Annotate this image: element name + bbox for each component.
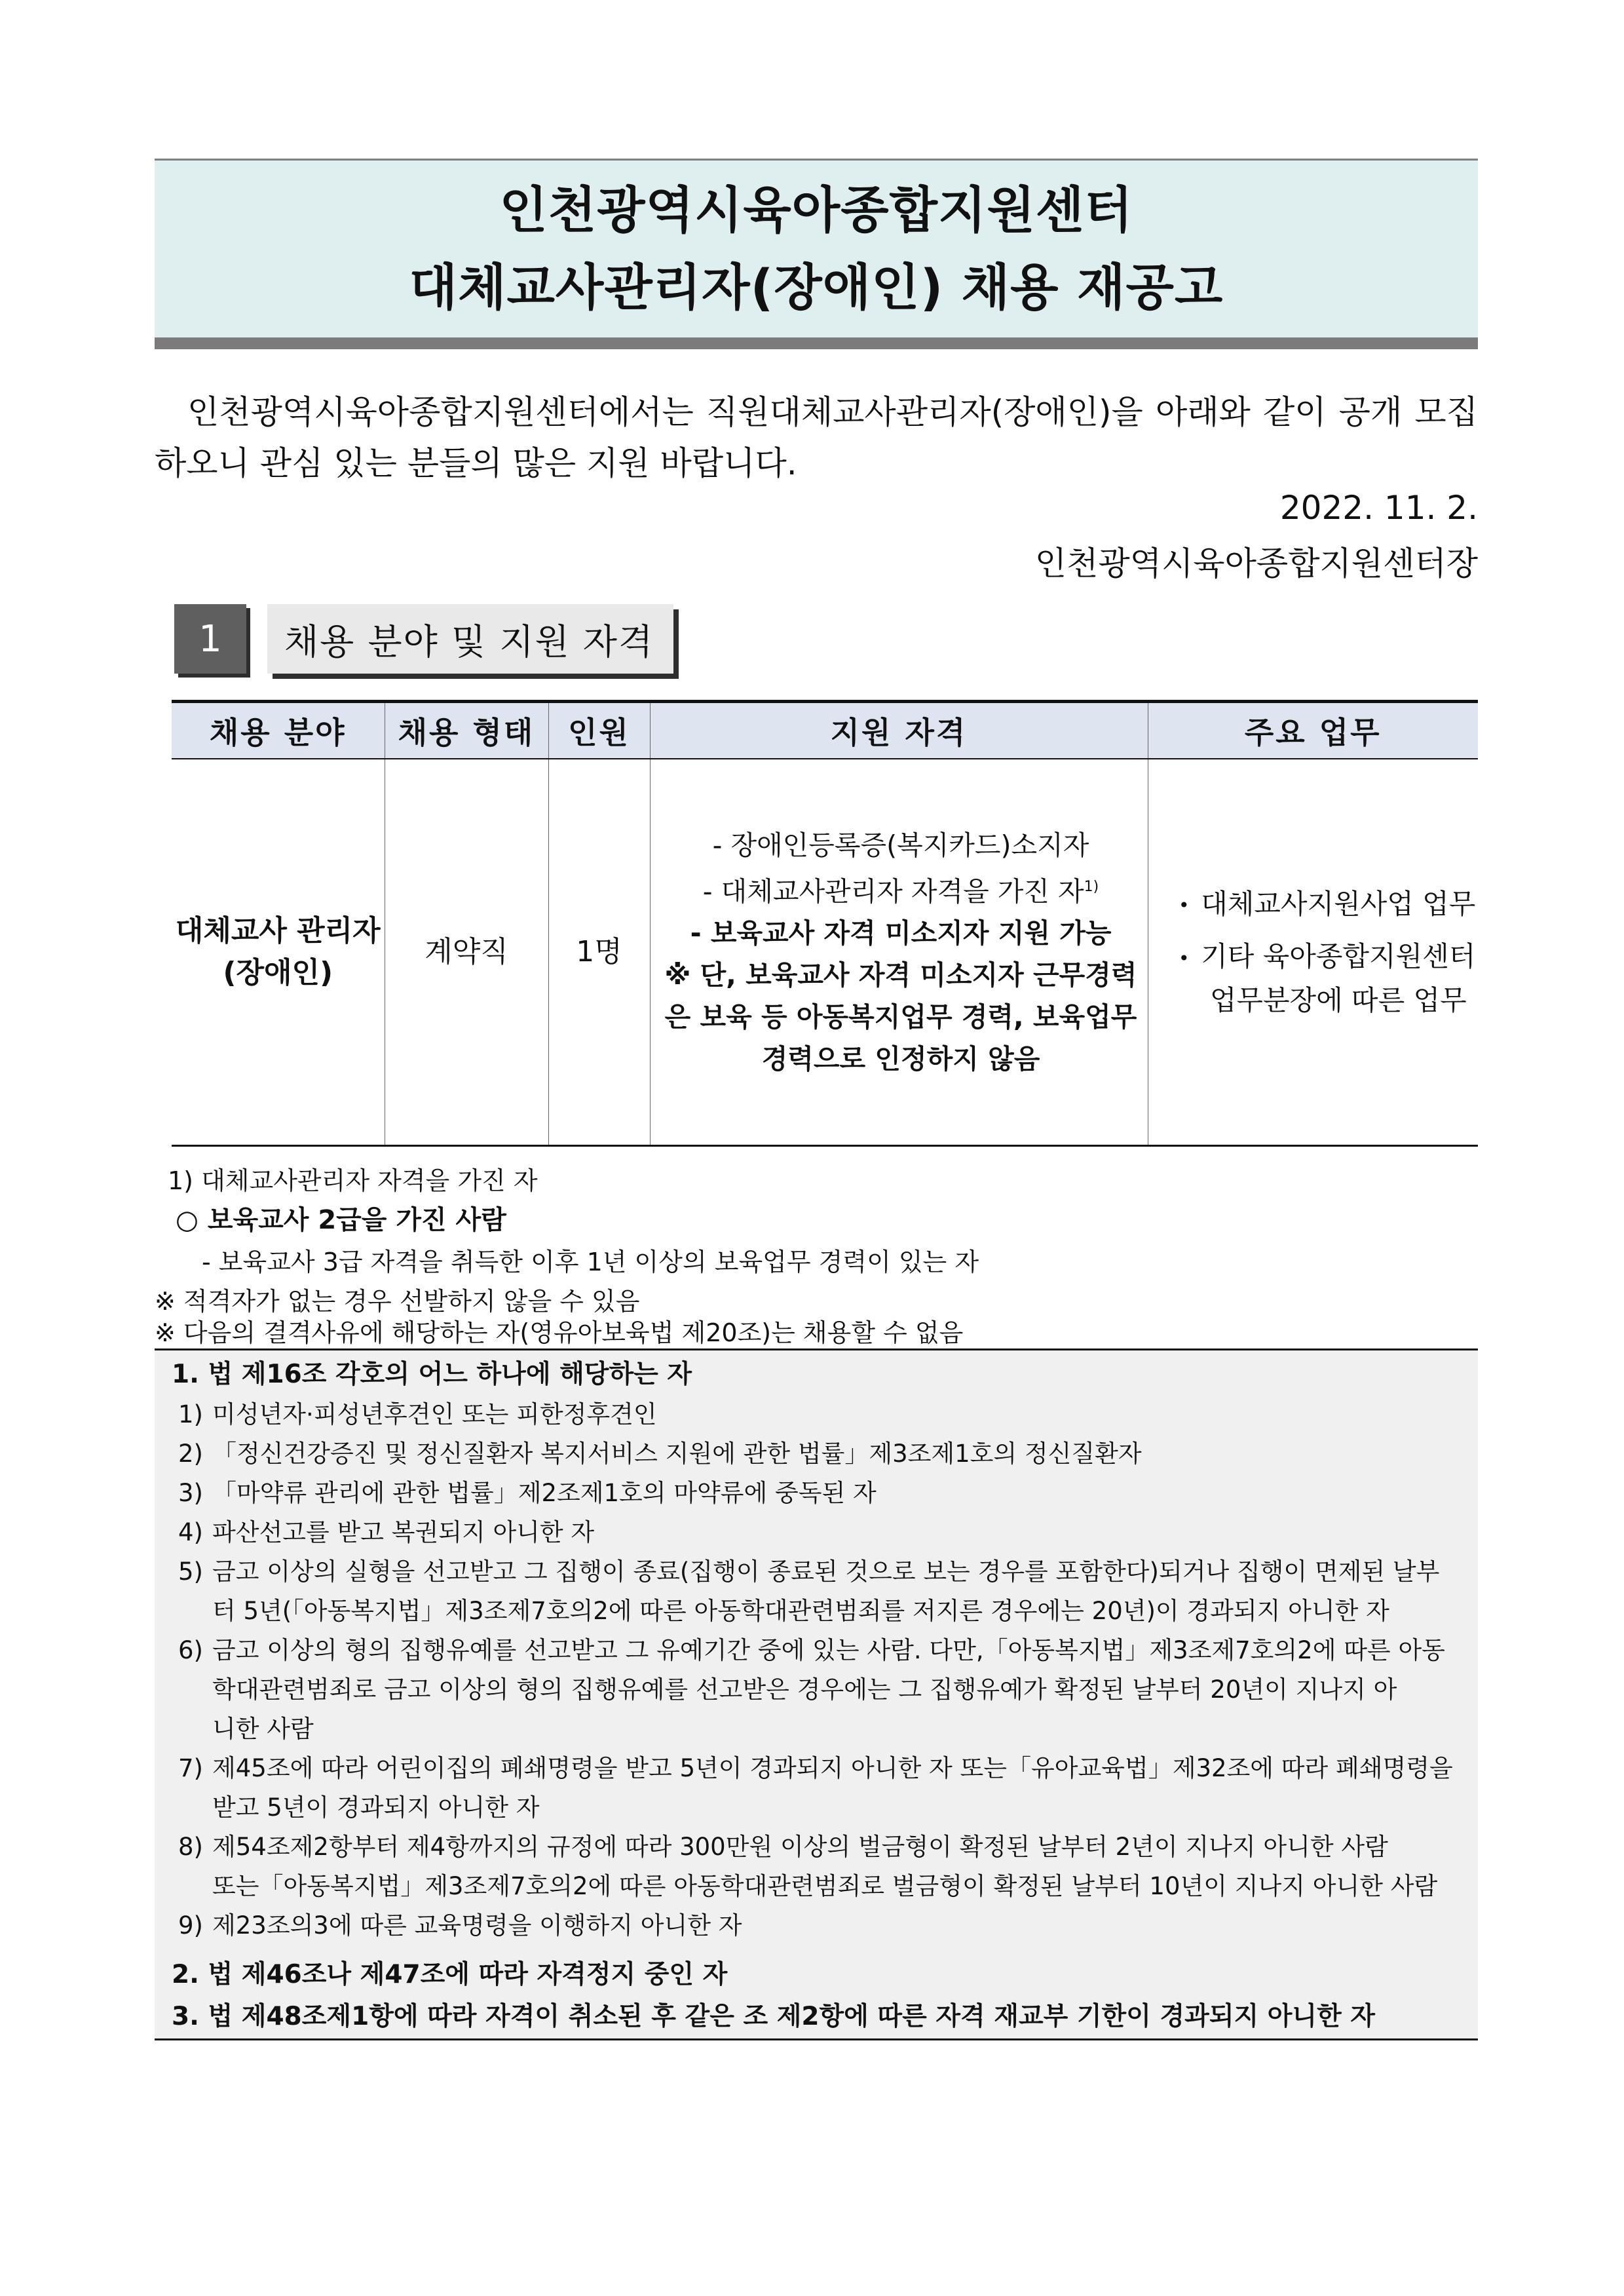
footnote-1: 1) 대체교사관리자 자격을 가진 자 — [168, 1166, 538, 1195]
disq-heading-3: 3. 법 제48조제1항에 따라 자격이 취소된 후 같은 조 제2항에 따른 자격 재교부 기한이 경과되지 아니한 자 — [172, 2002, 1376, 2031]
cell-qualification — [650, 759, 1148, 1146]
bullet-icon: • — [1178, 947, 1190, 969]
footnote-4: ※ 적격자가 없는 경우 선발하지 않을 수 있음 — [155, 1287, 640, 1316]
item-number: 3) — [178, 1479, 203, 1507]
duty-text: 대체교사지원사업 업무 — [1201, 887, 1476, 920]
item-number: 1) — [178, 1400, 203, 1428]
title-banner — [155, 159, 1478, 349]
item-text: 금고 이상의 형의 집행유예를 선고받고 그 유예기간 중에 있는 사람. 다만,「아동복지법」제3조제7호의2에 따른 아동 — [212, 1636, 1445, 1664]
item-text: 제23조의3에 따른 교육명령을 이행하지 아니한 자 — [212, 1911, 742, 1940]
cell-type: 계약직 — [385, 759, 548, 1146]
cell-duty — [1148, 759, 1478, 1146]
list-item — [178, 1474, 1462, 1513]
qualification-item — [660, 866, 1142, 913]
item-text-cont: 터 5년(「아동복지법」제3조제7호의2에 따른 아동학대관련범죄를 저지른 경우에는 20년)이 경과되지 아니한 자 — [212, 1597, 1389, 1625]
list-item — [178, 1395, 1462, 1434]
list-item — [178, 1827, 1462, 1906]
header-count: 인원 — [548, 702, 650, 759]
footnote-mark: 1) — [1084, 878, 1099, 895]
announcement-date: 2022. 11. 2. — [1279, 489, 1478, 527]
field-line-1: 대체교사 관리자 — [175, 914, 381, 947]
disq-heading-1: 1. 법 제16조 각호의 어느 하나에 해당하는 자 — [172, 1360, 692, 1389]
item-number: 6) — [178, 1636, 203, 1664]
list-item — [178, 1434, 1462, 1474]
list-item — [178, 1749, 1462, 1827]
header-qualification: 지원 자격 — [650, 702, 1148, 759]
recruitment-table — [172, 700, 1478, 1147]
qualification-item-bold: - 보육교사 자격 미소지자 지원 가능 — [690, 917, 1112, 949]
title-line-1: 인천광역시육아종합지원센터 — [499, 181, 1133, 239]
table-header-row — [172, 702, 1478, 759]
title-line-2: 대체교사관리자(장애인) 채용 재공고 — [409, 258, 1224, 316]
item-number: 7) — [178, 1754, 203, 1782]
item-number: 4) — [178, 1518, 203, 1546]
list-item — [178, 1552, 1462, 1631]
cell-count: 1명 — [548, 759, 650, 1146]
item-text: 제54조제2항부터 제4항까지의 규정에 따라 300만원 이상의 벌금형이 확정된 날부터 2년이 지나지 아니한 사람 — [212, 1833, 1388, 1861]
item-text-cont: 또는「아동복지법」제3조제7호의2에 따른 아동학대관련범죄로 벌금형이 확정된 날부터 10년이 지나지 아니한 사람 — [212, 1872, 1438, 1900]
header-type: 채용 형태 — [385, 702, 548, 759]
duty-text: 기타 육아종합지원센터 업무분장에 따른 업무 — [1201, 940, 1476, 1016]
field-line-2: (장애인) — [223, 956, 333, 989]
item-text: 파산선고를 받고 복권되지 아니한 자 — [212, 1518, 595, 1546]
item-text: 제45조에 따라 어린이집의 폐쇄명령을 받고 5년이 경과되지 아니한 자 또는「유아교육법」제32조에 따라 폐쇄명령을 — [212, 1754, 1453, 1782]
qualification-item: - 장애인등록증(복지카드)소지자 — [712, 829, 1089, 861]
item-number: 5) — [178, 1558, 203, 1586]
header-field: 채용 분야 — [172, 702, 385, 759]
footnote-5: ※ 다음의 결격사유에 해당하는 자(영유아보육법 제20조)는 채용할 수 없음 — [155, 1318, 964, 1347]
list-item — [178, 1513, 1462, 1552]
item-text-cont: 니한 사람 — [212, 1715, 314, 1743]
disqualification-box — [155, 1349, 1478, 2040]
item-number: 8) — [178, 1833, 203, 1861]
signer: 인천광역시육아종합지원센터장 — [1034, 545, 1478, 583]
duty-item — [1165, 883, 1478, 927]
item-text: 「정신건강증진 및 정신질환자 복지서비스 지원에 관한 법률」제3조제1호의 정신질환자 — [212, 1440, 1142, 1468]
intro-paragraph — [155, 387, 1478, 489]
footnote-3: - 보육교사 3급 자격을 취득한 이후 1년 이상의 보육업무 경력이 있는 자 — [202, 1248, 979, 1276]
footnote-2: ○ 보육교사 2급을 가진 사람 — [176, 1205, 506, 1235]
section-number: 1 — [174, 604, 246, 674]
bullet-icon: • — [1178, 894, 1190, 916]
header-duty: 주요 업무 — [1148, 702, 1478, 759]
item-text: 「마약류 관리에 관한 법률」제2조제1호의 마약류에 중독된 자 — [212, 1479, 877, 1507]
item-text-cont: 받고 5년이 경과되지 아니한 자 — [212, 1793, 540, 1822]
list-item — [178, 1906, 1462, 1945]
list-item — [178, 1631, 1462, 1749]
section-title: 채용 분야 및 지원 자격 — [267, 604, 673, 674]
item-text: 미성년자·피성년후견인 또는 피한정후견인 — [212, 1400, 657, 1428]
item-text-cont: 학대관련범죄로 금고 이상의 형의 집행유예를 선고받은 경우에는 그 집행유예가 확정된 날부터 20년이 지나지 아 — [212, 1675, 1397, 1704]
disq-heading-2: 2. 법 제46조나 제47조에 따라 자격정지 중인 자 — [172, 1960, 728, 1989]
table-row — [172, 759, 1478, 1146]
duty-item — [1165, 936, 1478, 1022]
qualification-note: ※ 단, 보육교사 자격 미소지자 근무경력은 보육 등 아동복지업무 경력, 보육업무 경력으로 인정하지 않음 — [664, 959, 1137, 1075]
intro-text: 인천광역시육아종합지원센터에서는 직원대체교사관리자(장애인)을 아래와 같이 공개 모집 하오니 관심 있는 분들의 많은 지원 바랍니다. — [155, 393, 1478, 482]
qualification-text: - 대체교사관리자 자격을 가진 자 — [702, 875, 1084, 908]
item-number: 9) — [178, 1911, 203, 1940]
cell-field — [172, 759, 385, 1146]
item-text: 금고 이상의 실형을 선고받고 그 집행이 종료(집행이 종료된 것으로 보는 경우를 포함한다)되거나 집행이 면제된 날부 — [212, 1558, 1440, 1586]
item-number: 2) — [178, 1440, 203, 1468]
